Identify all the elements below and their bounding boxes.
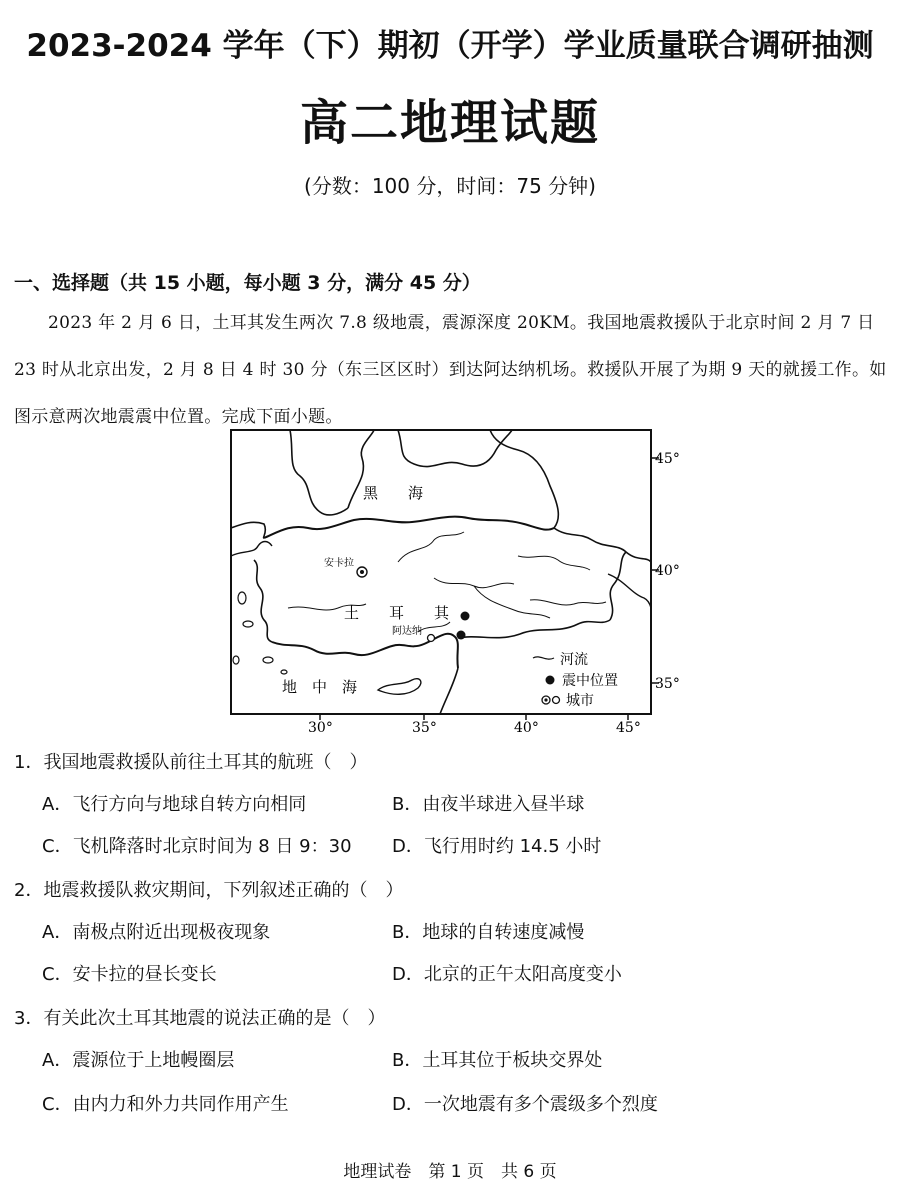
question-1-stem: 1．我国地震救援队前往土耳其的航班（ ） [14,752,368,773]
legend-city-label: 城市 [566,693,594,709]
intro-paragraph: 2023 年 2 月 6 日，土耳其发生两次 7.8 级地震，震源深度 20KM。我国地震救援队于北京时间 2 月 7 日 23 时从北京出发，2 月 8 日 4 时 30 分（东三区区时）到达阿达纳机场。救援队开展了为期 9 天的就援工作。如图示意两次地震震中位置。完成下面小题。 [14,313,887,427]
question-3-option-a: A．震源位于上地幔圈层 [42,1050,235,1071]
question-1-option-c: C．飞机降落时北京时间为 8 日 9：30 [42,836,352,857]
lat-label-35: 35° [655,676,680,692]
exam-title: 2023-2024 学年（下）期初（开学）学业质量联合调研抽测 [26,28,874,64]
question-2-option-c: C．安卡拉的昼长变长 [42,964,217,985]
lat-label-45: 45° [655,451,680,467]
mediterranean-label: 地 中 海 [282,678,358,696]
subject-title: 高二地理试题 [299,95,600,151]
section-heading: 一、选择题（共 15 小题，每小题 3 分，满分 45 分） [14,272,481,294]
legend-epicenter-symbol [546,676,555,685]
question-2-option-a: A．南极点附近出现极夜现象 [42,922,271,943]
map-svg [228,428,698,738]
ankara-label: 安卡拉 [324,558,354,569]
score-info: (分数：100 分，时间：75 分钟) [304,174,596,198]
adana-label: 阿达纳 [392,626,422,637]
epicenter-1 [461,612,470,621]
legend-river-label: 河流 [560,652,588,668]
question-1-option-a: A．飞行方向与地球自转方向相同 [42,794,307,815]
question-1-option-d: D．飞行用时约 14.5 小时 [392,836,602,857]
lon-label-40: 40° [514,720,539,736]
question-3-stem: 3．有关此次土耳其地震的说法正确的是（ ） [14,1008,386,1029]
question-1-option-b: B．由夜半球进入昼半球 [392,794,585,815]
lon-label-30: 30° [308,720,333,736]
question-2-stem: 2．地震救援队救灾期间，下列叙述正确的（ ） [14,880,404,901]
black-sea-label: 黑 海 [363,484,424,502]
lon-label-45: 45° [616,720,641,736]
question-3-option-d: D．一次地震有多个震级多个烈度 [392,1094,658,1115]
question-2-option-d: D．北京的正午太阳高度变小 [392,964,622,985]
adana-symbol [428,635,435,642]
question-3-option-c: C．由内力和外力共同作用产生 [42,1094,289,1115]
turkey-map [228,428,698,738]
question-2-option-b: B．地球的自转速度减慢 [392,922,585,943]
epicenter-2 [457,631,466,640]
map-frame [231,430,651,714]
legend-epicenter-label: 震中位置 [562,673,618,689]
lon-label-35: 35° [412,720,437,736]
page-footer: 地理试卷 第 1 页 共 6 页 [343,1162,557,1182]
lat-label-40: 40° [655,563,680,579]
question-3-option-b: B．土耳其位于板块交界处 [392,1050,603,1071]
turkey-label: 土 耳 其 [344,604,450,622]
